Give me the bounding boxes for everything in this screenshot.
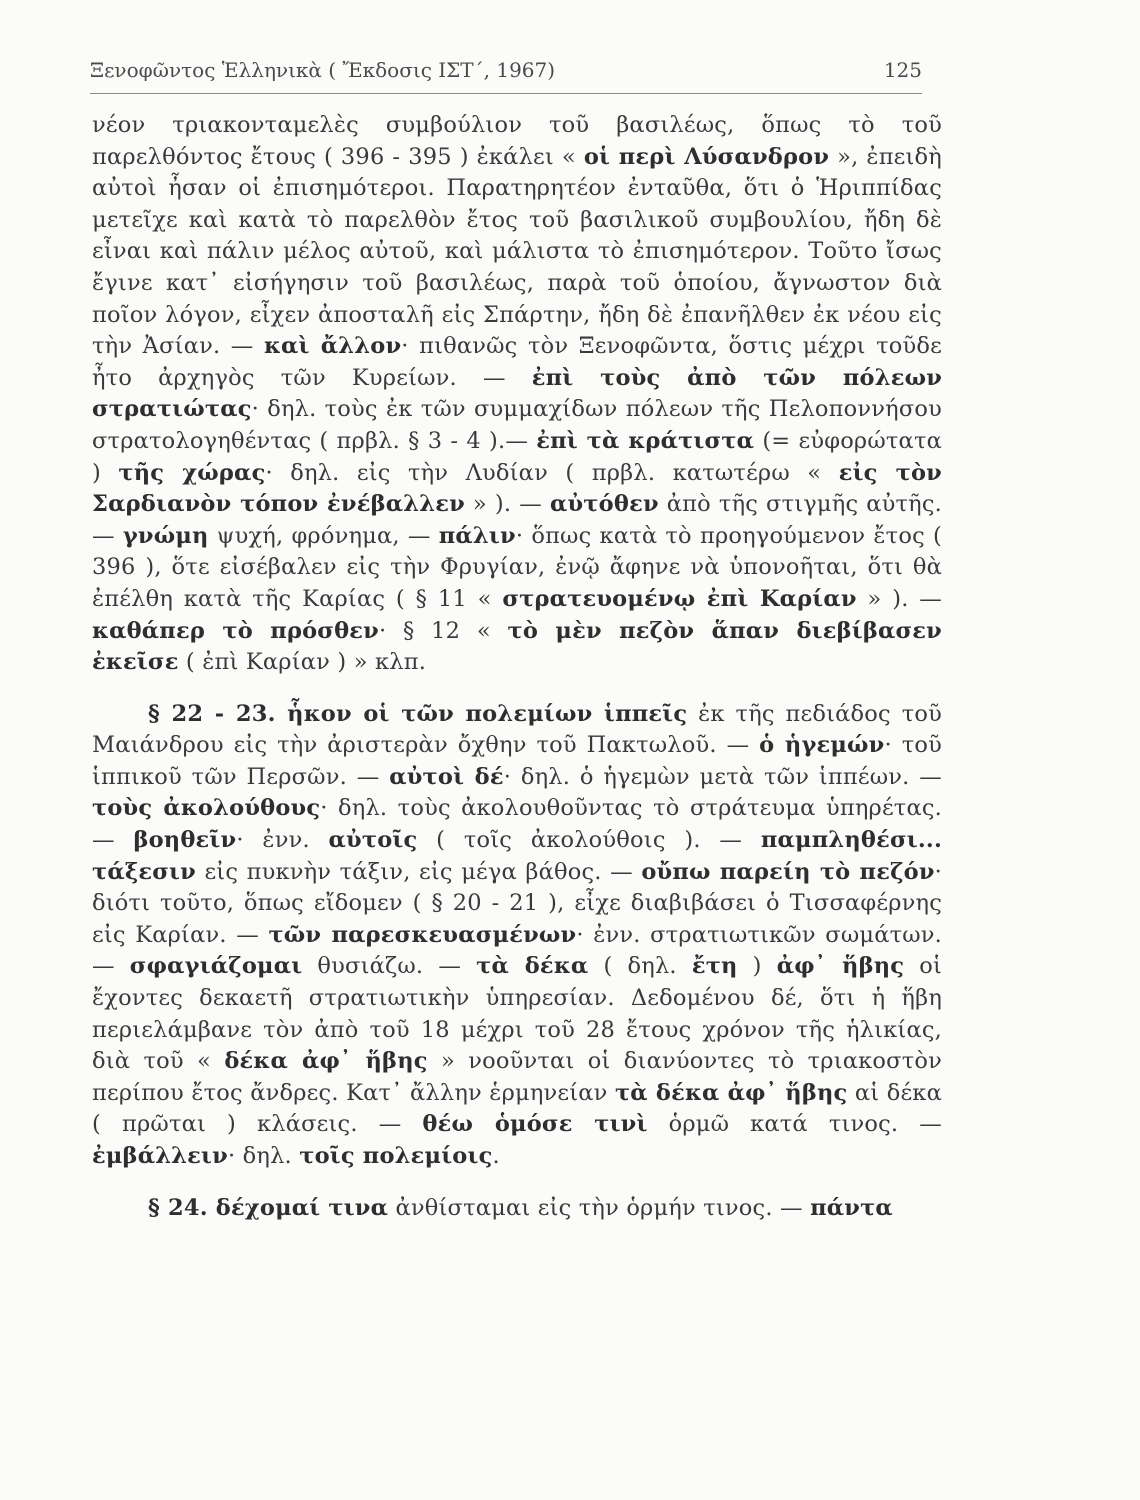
lemma-text: ἐπὶ τὰ κράτιστα [536, 427, 755, 454]
commentary-text: νέον τριακονταμελὲς συμβούλιον τοῦ βασιλέως, ὅπως τὸ τοῦ παρελθόντος ἔτους ( 396 - 395 ) ἐκάλει « [92, 112, 942, 170]
commentary-text: ( ἐπὶ Καρίαν ) » κλπ. [178, 649, 427, 676]
lemma-text: οὔπω παρείη τὸ πεζόν [641, 858, 935, 885]
lemma-text: εἰς τὸν Σαρδιανὸν τόπον ἐνέβαλλεν [92, 459, 942, 518]
lemma-text: πάλιν [438, 522, 516, 549]
commentary-text: · διότι τοῦτο, ὅπως εἴδομεν ( § 20 - 21 ), εἶχε διαβιβάσει ὁ Τισσαφέρνης εἰς Καρίαν. — [92, 858, 943, 948]
lemma-text: καὶ ἄλλον [263, 333, 402, 360]
lemma-text: αὐτοῖς [328, 827, 418, 854]
commentary-text: », ἐπειδὴ αὐτοὶ ἦσαν οἱ ἐπισημότεροι. Παρατηρητέον ἐνταῦθα, ὅτι ὁ Ἡριππίδας μετεῖχε καὶ κατὰ τὸ παρελθὸν ἔτος τοῦ βασιλικοῦ συμβουλίου, ἤδη δὲ εἶναι καὶ πάλιν μέλος αὐτοῦ, καὶ μάλιστα τὸ ἐπισημότερον. Τοῦτο ἴσως ἔγινε κατ᾽ εἰσήγησιν τοῦ βασιλέως, παρὰ τοῦ ὁποίου, ἄγνωστον διὰ ποῖον λόγον, εἶχεν ἀποσταλῆ εἰς Σπάρτην, ἤδη δὲ ἐπανῆλθεν ἐκ νέου εἰς τὴν Ἀσίαν. — [92, 143, 942, 360]
commentary-text: ὁρμῶ κατά τινος. — [647, 1111, 942, 1138]
lemma-text: ἀφ᾽ ἥβης [776, 953, 905, 980]
paragraph-section-24 [92, 1193, 942, 1225]
commentary-text: · ἐνν. [236, 827, 329, 854]
paragraph-section-22-23 [92, 699, 942, 1173]
lemma-text: δέχομαί τινα [215, 1194, 389, 1221]
lemma-text: ἐπὶ τοὺς ἀπὸ τῶν πόλεων στρατιώτας [92, 364, 943, 423]
commentary-text: ἀνθίσταμαι εἰς τὴν ὁρμήν τινος. — [388, 1194, 811, 1221]
commentary-text: οἱ ἔχοντες δεκαετῆ στρατιωτικὴν ὑπηρεσίαν. Δεδομένου δέ, ὅτι ἡ ἥβη περιελάμβανε τὸν ἀπὸ τοῦ 18 μέχρι τοῦ 28 ἔτους χρόνον τῆς ἡλικίας, διὰ τοῦ « [92, 953, 943, 1075]
lemma-text: τὰ δέκα [476, 953, 589, 980]
commentary-text: · § 12 « [379, 617, 508, 644]
lemma-text: τὸ μὲν πεζὸν ἅπαν διεβίβασεν ἐκεῖσε [92, 617, 942, 676]
commentary-text: εἰς πυκνὴν τάξιν, εἰς μέγα βάθος. — [195, 858, 642, 885]
lemma-text: § 24. [148, 1194, 216, 1221]
lemma-text: ὁ ἡγεμών [759, 732, 885, 759]
lemma-text: τοῖς πολεμίοις [299, 1143, 493, 1169]
lemma-text: θέω ὁμόσε τινὶ [422, 1111, 648, 1138]
lemma-text: πάντα [810, 1194, 893, 1221]
lemma-text: παμπληθέσι... τάξεσιν [92, 827, 942, 885]
commentary-text: · δηλ. εἰς τὴν Λυδίαν ( πρβλ. κατωτέρω « [265, 459, 839, 486]
running-title: Ξενοφῶντος Ἑλληνικὰ ( Ἔκδοσις ΙΣΤ΄, 1967) [90, 58, 556, 82]
commentary-text: · πιθανῶς τὸν Ξενοφῶντα, ὅστις μέχρι τοῦδε ἦτο ἀρχηγὸς τῶν Κυρείων. — [92, 333, 942, 391]
commentary-text: ( δηλ. [588, 953, 692, 980]
lemma-text: αὐτοὶ δέ [389, 763, 504, 790]
lemma-text: § 22 - 23. [148, 700, 288, 727]
page-header [90, 58, 922, 82]
lemma-text: ἐμβάλλειν [92, 1143, 228, 1169]
commentary-text: αἱ δέκα ( πρῶται ) κλάσεις. — [92, 1079, 942, 1138]
commentary-text: » ). — [856, 585, 942, 612]
commentary-text: · τοῦ ἱππικοῦ τῶν Περσῶν. — [92, 732, 942, 790]
lemma-text: σφαγιάζομαι [129, 953, 303, 980]
lemma-text: ἔτη [691, 953, 738, 980]
commentary-text: · δηλ. τοὺς ἀκολουθοῦντας τὸ στράτευμα ὑπηρέτας. — [92, 795, 943, 854]
commentary-text: θυσιάζω. — [302, 953, 477, 980]
commentary-text: (= εὐφορώτατα ) [92, 427, 942, 486]
commentary-text: ( τοῖς ἀκολούθοις ). — [417, 827, 761, 854]
lemma-text: γνώμη [122, 522, 209, 549]
commentary-text: ψυχή, φρόνημα, — [208, 522, 439, 549]
lemma-text: καθάπερ τὸ πρόσθεν [92, 617, 379, 644]
commentary-text: » νοοῦνται οἱ διανύοντες τὸ τριακοστὸν περίπου ἔτος ἄνδρες. Κατ᾽ ἄλλην ἑρμηνείαν [92, 1048, 942, 1106]
commentary-text: · ἐνν. στρατιωτικῶν σωμάτων. — [92, 921, 943, 980]
commentary-text: . [492, 1143, 500, 1169]
commentary-text: ἀπὸ τῆς στιγμῆς αὐτῆς.— [92, 491, 943, 549]
commentary-text: · ὅπως κατὰ τὸ προηγούμενον ἔτος ( 396 ), ὅτε εἰσέβαλεν εἰς τὴν Φρυγίαν, ἐνῷ ἄφηνε νὰ ὑπονοῆται, ὅτι θὰ ἐπέλθη κατὰ τῆς Καρίας ( § 11 « [92, 522, 942, 612]
commentary-body [92, 110, 942, 1224]
commentary-text: · δηλ. [227, 1143, 300, 1169]
lemma-text: βοηθεῖν [133, 827, 237, 854]
lemma-text: τῆς χώρας [118, 459, 266, 486]
page-number: 125 [883, 58, 922, 82]
commentary-text: ἐκ τῆς πεδιάδος τοῦ Μαιάνδρου εἰς τὴν ἀριστερὰν ὄχθην τοῦ Πακτωλοῦ. — [92, 700, 942, 759]
lemma-text: δέκα ἀφ᾽ ἥβης [224, 1048, 428, 1075]
commentary-text: · δηλ. τοὺς ἐκ τῶν συμμαχίδων πόλεων τῆς Πελοποννήσου στρατολογηθέντας ( πρβλ. § 3 - 4 ).— [92, 396, 942, 454]
lemma-text: στρατευομένῳ ἐπὶ Καρίαν [502, 585, 857, 612]
commentary-text: ) [737, 953, 777, 980]
lemma-text: τὰ δέκα ἀφ᾽ ἥβης [614, 1079, 848, 1106]
lemma-text: τοὺς ἀκολούθους [92, 795, 321, 822]
lemma-text: αὐτόθεν [549, 491, 659, 518]
paragraph-continued [92, 110, 942, 679]
lemma-text: ἧκον οἱ τῶν πολεμίων ἱππεῖς [287, 700, 688, 727]
lemma-text: οἱ περὶ Λύσανδρον [583, 143, 830, 170]
commentary-text: · δηλ. ὁ ἡγεμὼν μετὰ τῶν ἱππέων. — [503, 763, 942, 790]
header-rule [90, 93, 922, 94]
commentary-text: » ). — [464, 491, 550, 518]
lemma-text: τῶν παρεσκευασμένων [268, 921, 577, 948]
